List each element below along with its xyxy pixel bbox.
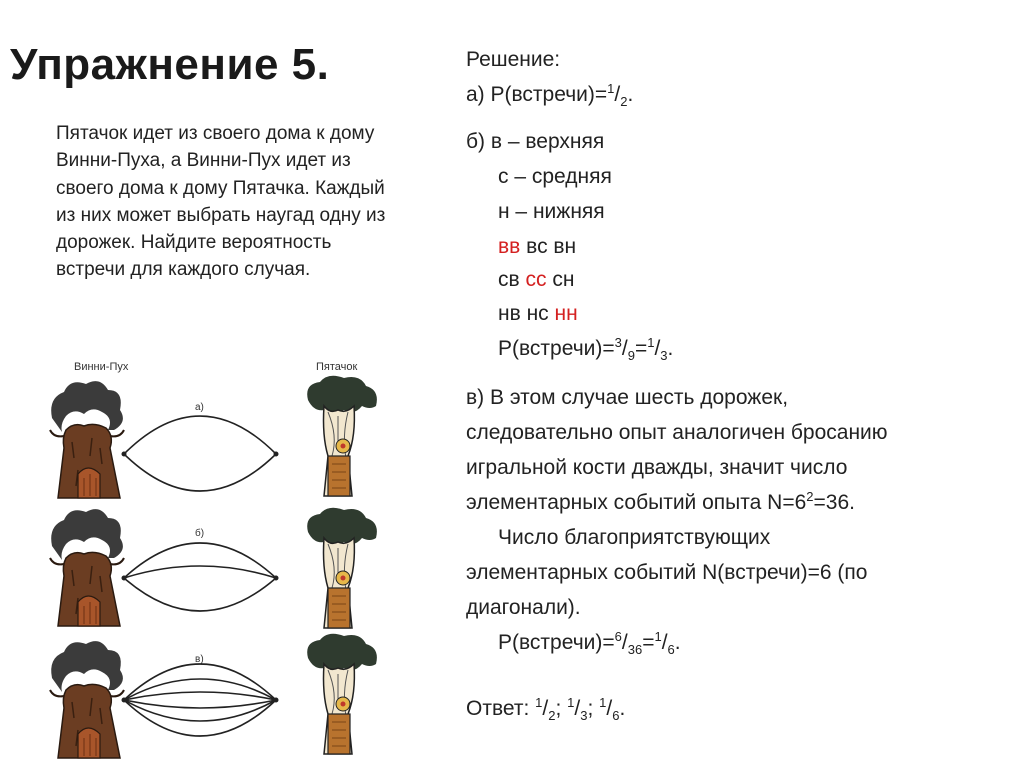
paths-b: [124, 543, 276, 611]
solution-b-prob: $P(встречи)=^3/_9=^1/_3$.: [498, 335, 674, 363]
pooh-house-icon: [50, 509, 124, 626]
solution-c-line-2: следовательно опыт аналогичен бросанию: [466, 421, 888, 444]
row-b: [50, 508, 377, 628]
outcomes-row-3: нв нс нн: [498, 302, 578, 325]
piglet-house-icon: [307, 508, 377, 628]
paths-c: [124, 664, 276, 736]
paths-diagram: [40, 358, 400, 763]
piglet-house-icon: [307, 634, 377, 754]
outcomes-row-2: св сс сн: [498, 268, 575, 291]
label-vinnie: Винни-Пух: [74, 361, 129, 373]
solution-heading: Решение:: [466, 48, 561, 71]
paths-figure: [40, 358, 400, 763]
row-c: [50, 634, 377, 758]
row-label-b: б): [195, 528, 205, 539]
solution-a: а) $P(встречи)=^1/_2$.: [466, 81, 634, 109]
row-label-c: в): [195, 654, 204, 665]
legend-middle: с – средняя: [498, 165, 612, 188]
solution-c-line-1: в) В этом случае шесть дорожек,: [466, 386, 789, 409]
solution-b-intro: б) в – верхняя: [466, 130, 605, 153]
pooh-house-icon: [50, 641, 124, 758]
solution-c-n-line: элементарных событий опыта $N=6^2=36$.: [466, 489, 855, 514]
solution-c-line-3: игральной кости дважды, значит число: [466, 456, 848, 479]
paths-a: [124, 416, 276, 491]
problem-text: Пятачок идет из своего дома к дому Винни-Пуха, а Винни-Пух идет из своего дома к дому Пятачка. Каждый из них может выбрать наугад одну из дорожек. Найдите вероятность встречи для каждого случая.: [56, 123, 386, 281]
solution-c-fav-3: диагонали).: [466, 596, 581, 619]
row-label-a: а): [195, 402, 204, 413]
page-title: Упражнение 5.: [10, 40, 330, 89]
answer: Ответ: $^1/_2$; $^1/_3$; $^1/_6$.: [466, 695, 626, 723]
solution-c-fav-2: элементарных событий N(встречи)=6 (по: [466, 561, 868, 584]
pooh-house-icon: [50, 381, 124, 498]
legend-bottom: н – нижняя: [498, 200, 605, 223]
outcomes-row-1: вв вс вн: [498, 235, 577, 258]
solution-c-fav-1: Число благоприятствующих: [498, 526, 771, 549]
piglet-house-icon: [307, 376, 377, 496]
row-a: [50, 376, 377, 498]
label-piglet: Пятачок: [316, 361, 358, 373]
solution-c-prob: $P(встречи)=^6/_{36}=^1/_6$.: [498, 629, 681, 657]
